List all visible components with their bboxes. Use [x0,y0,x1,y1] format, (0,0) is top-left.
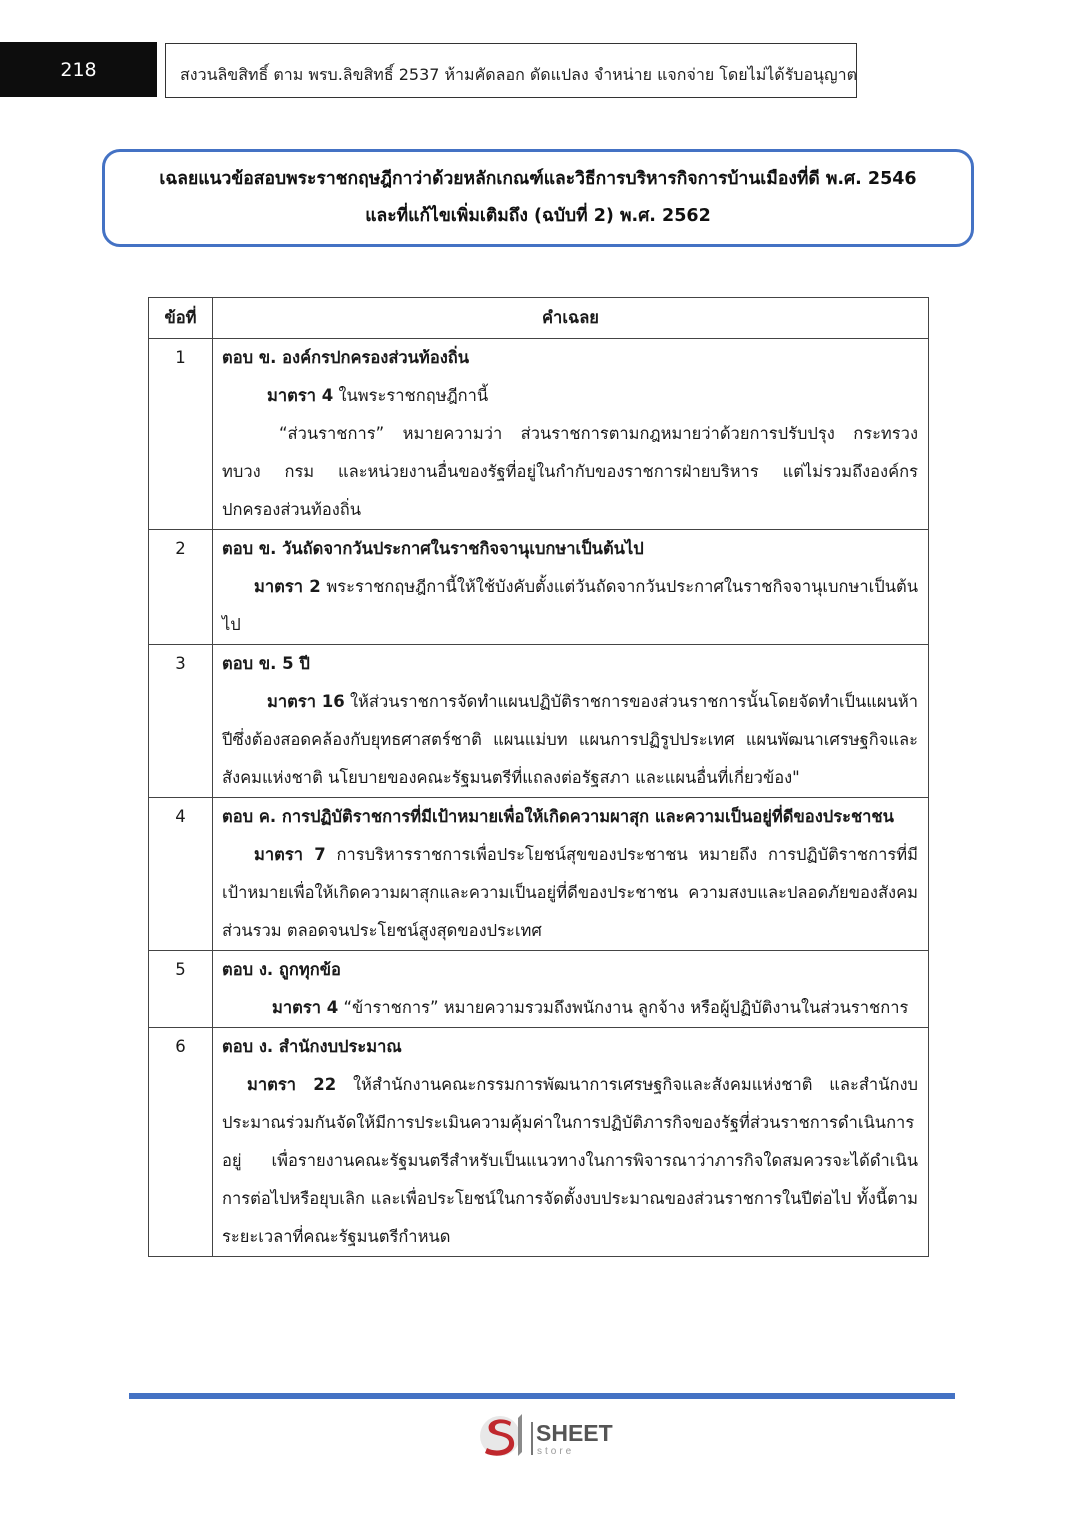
copyright-notice: สงวนลิขสิทธิ์ ตาม พรบ.ลิขสิทธิ์ 2537 ห้ามคัดลอก ดัดแปลง จำหน่าย แจกจ่าย โดยไม่ได้รับอนุญาต [165,43,857,98]
section-label: มาตรา 2 [254,577,321,596]
section-label: มาตรา 16 [267,692,345,711]
explanation-text: ให้สำนักงานคณะกรรมการพัฒนาการเศรษฐกิจและสังคมแห่งชาติ และสำนักงบประมาณร่วมกันจัดให้มีการประเมินความคุ้มค่าในการปฏิบัติภารกิจของรัฐที่ส่วนราชการดำเนินการอยู่ เพื่อรายงานคณะรัฐมนตรีสำหรับเป็นแนวทางในการพิจารณาว่าภารกิจใดสมควรจะได้ดำเนินการต่อไปหรือยุบเลิก และเพื่อประโยชน์ในการจัดตั้งงบประมาณของส่วนราชการในปีต่อไป ทั้งนี้ตามระยะเวลาที่คณะรัฐมนตรีกำหนด [222,1075,918,1246]
explanation-text: ให้ส่วนราชการจัดทำแผนปฏิบัติราชการของส่วนราชการนั้นโดยจัดทำเป็นแผนห้าปีซึ่งต้องสอดคล้องกับยุทธศาสตร์ชาติ แผนแม่บท แผนการปฏิรูปประเทศ แผนพัฒนาเศรษฐกิจและสังคมแห่งชาติ นโยบายของคณะรัฐมนตรีที่แถลงต่อรัฐสภา และแผนอื่นที่เกี่ยวข้อง" [222,692,918,787]
row-content [213,339,929,530]
section-label: มาตรา 4 [267,386,334,405]
explanation-text: พระราชกฤษฎีกานี้ให้ใช้บังคับตั้งแต่วันถัดจากวันประกาศในราชกิจจานุเบกษาเป็นต้นไป [222,577,918,634]
table-row [149,645,929,798]
s-mark-icon [480,1414,522,1456]
explanation [222,836,918,950]
row-number: 2 [149,530,213,645]
page-number: 218 [0,42,157,97]
logo-separator [531,1422,533,1455]
row-number: 5 [149,951,213,1028]
row-number: 1 [149,339,213,530]
header-number: ข้อที่ [149,298,213,339]
table-row [149,798,929,951]
footer-divider [129,1393,955,1399]
answer-line: ตอบ ง. สำนักงบประมาณ [222,1037,402,1056]
answer-line: ตอบ ข. องค์กรปกครองส่วนท้องถิ่น [222,348,470,367]
answer-line: ตอบ ค. การปฏิบัติราชการที่มีเป้าหมายเพื่อให้เกิดความผาสุก และความเป็นอยู่ที่ดีของประชาชน [222,807,894,826]
section-label: มาตรา 4 [272,998,339,1017]
table-row [149,951,929,1028]
table-row [149,530,929,645]
explanation-text: การบริหารราชการเพื่อประโยชน์สุขของประชาชน หมายถึง การปฏิบัติราชการที่มีเป้าหมายเพื่อให้เกิดความผาสุกและความเป็นอยู่ที่ดีของประชาชน ความสงบและปลอดภัยของสังคมส่วนรวม ตลอดจนประโยชน์สูงสุดของประเทศ [222,845,918,940]
answer-table [148,297,929,1257]
sheet-store-logo [478,1412,628,1462]
row-content [213,645,929,798]
explanation-text: ในพระราชกฤษฎีกานี้ [333,386,489,405]
explanation [222,989,918,1027]
header-answer: คำเฉลย [213,298,929,339]
row-content [213,798,929,951]
explanation [222,568,918,644]
row-number: 3 [149,645,213,798]
page-title-box [102,149,974,247]
table-row [149,1028,929,1257]
row-content [213,951,929,1028]
section-label: มาตรา 7 [254,845,326,864]
table-row [149,339,929,530]
explanation [222,683,918,797]
logo-subtext: store [537,1446,575,1457]
row-number: 6 [149,1028,213,1257]
page-title-line1: เฉลยแนวข้อสอบพระราชกฤษฎีกาว่าด้วยหลักเกณฑ์และวิธีการบริหารกิจการบ้านเมืองที่ดี พ.ศ. 2546 [159,169,917,189]
table-header-row [149,298,929,339]
explanation [222,1066,918,1256]
answer-line: ตอบ ง. ถูกทุกข้อ [222,960,341,979]
answer-line: ตอบ ข. วันถัดจากวันประกาศในราชกิจจานุเบกษาเป็นต้นไป [222,539,644,558]
page-title-line2: และที่แก้ไขเพิ่มเติมถึง (ฉบับที่ 2) พ.ศ. 2562 [365,206,711,226]
explanation [222,377,918,415]
answer-line: ตอบ ข. 5 ปี [222,654,310,673]
section-label: มาตรา 22 [247,1075,337,1094]
explanation-2: “ส่วนราชการ” หมายความว่า ส่วนราชการตามกฎหมายว่าด้วยการปรับปรุง กระทรวง ทบวง กรม และหน่วยงานอื่นของรัฐที่อยู่ในกำกับของราชการฝ่ายบริหาร แต่ไม่รวมถึงองค์กรปกครองส่วนท้องถิ่น [222,424,918,519]
row-content [213,530,929,645]
row-number: 4 [149,798,213,951]
logo-text: SHEET [536,1420,613,1446]
explanation-text: “ข้าราชการ” หมายความรวมถึงพนักงาน ลูกจ้าง หรือผู้ปฏิบัติงานในส่วนราชการ [338,998,909,1017]
row-content [213,1028,929,1257]
